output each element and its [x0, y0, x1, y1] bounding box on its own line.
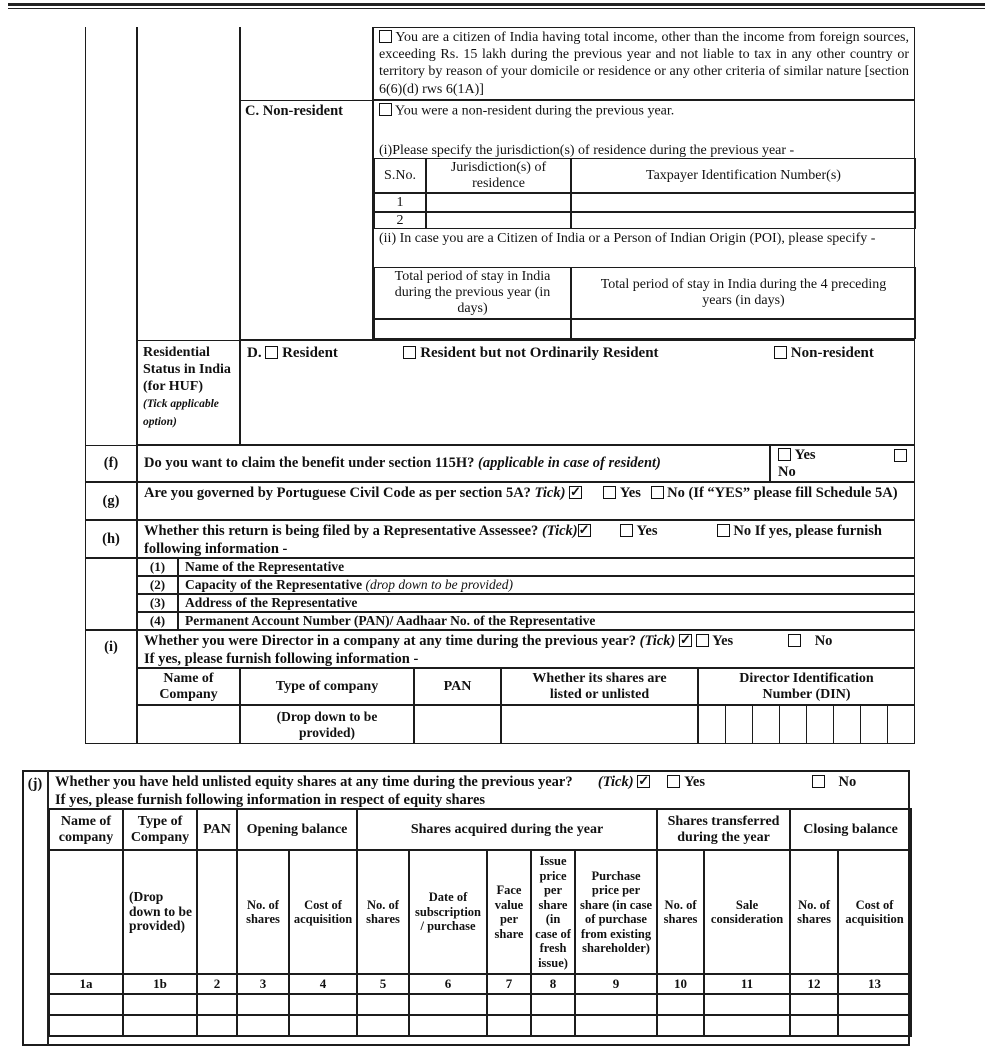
jurisdiction-row2-residence-field[interactable]	[426, 212, 571, 229]
director-header-listed: Whether its shares are listed or unlisted	[501, 668, 698, 705]
shares-subheader: Date of subscription / purchase	[409, 850, 487, 974]
shares-colnum: 10	[657, 974, 704, 994]
shares-subheader: No. of shares	[790, 850, 838, 974]
director-listed-field[interactable]	[501, 705, 698, 744]
huf-status-label: Residential Status in India (for HUF)	[143, 345, 231, 394]
shares-entry-field[interactable]	[487, 1015, 531, 1036]
shares-entry-field[interactable]	[531, 1015, 575, 1036]
huf-rnor-checkbox[interactable]	[403, 346, 416, 359]
row-f-note: (applicable in case of resident)	[478, 455, 661, 471]
huf-option-prefix: D.	[247, 345, 262, 361]
stay-header-preceding-years: Total period of stay in India during the 4 preceding years (in days)	[571, 267, 916, 319]
shares-entry-field[interactable]	[575, 1015, 657, 1036]
row-f-no-checkbox[interactable]	[894, 449, 907, 462]
row-i-yes-checkbox[interactable]	[696, 634, 709, 647]
shares-subheader: No. of shares	[237, 850, 289, 974]
shares-subheader: Purchase price per share (in case of purchase from existing shareholder)	[575, 850, 657, 974]
shares-colnum: 5	[357, 974, 409, 994]
non-resident-clause-text: You were a non-resident during the previous year.	[394, 103, 675, 119]
shares-colnum: 1a	[49, 974, 123, 994]
shares-header-pan: PAN	[197, 809, 237, 850]
row-i-tick-label: (Tick)	[639, 633, 676, 649]
huf-nonresident-label: Non-resident	[790, 345, 874, 361]
rep-row1-num: (1)	[137, 558, 178, 576]
shares-entry-field[interactable]	[790, 1015, 838, 1036]
shares-entry-field[interactable]	[197, 994, 237, 1015]
rep-row4-label-cell: Permanent Account Number (PAN)/ Aadhaar No. of the Representative	[178, 612, 915, 630]
shares-header-name: Name of company	[49, 809, 123, 850]
rep-row4-num: (4)	[137, 612, 178, 630]
jurisdiction-row2-tin-field[interactable]	[571, 212, 916, 229]
category-column-continuation	[240, 27, 373, 100]
shares-entry-field[interactable]	[838, 994, 911, 1015]
shares-colnum: 11	[704, 974, 790, 994]
row-j-tick-label: (Tick)	[597, 774, 634, 790]
shares-subheader: No. of shares	[357, 850, 409, 974]
row-f-id-cell: (f)	[85, 445, 137, 482]
rep-row2-note: (drop down to be provided)	[365, 577, 513, 592]
shares-colnum: 12	[790, 974, 838, 994]
director-name-field[interactable]	[137, 705, 240, 744]
shares-entry-field[interactable]	[487, 994, 531, 1015]
shares-entry-field[interactable]	[237, 1015, 289, 1036]
jurisdiction-row1-tin-field[interactable]	[571, 193, 916, 212]
shares-entry-field[interactable]	[409, 1015, 487, 1036]
row-g-tick-label: Tick)	[534, 485, 566, 501]
row-f-question: Do you want to claim the benefit under section 115H?	[144, 455, 475, 471]
huf-status-note: (Tick applicable option)	[143, 398, 219, 428]
shares-entry-field[interactable]	[123, 994, 197, 1015]
shares-colnum: 1b	[123, 974, 197, 994]
shares-subheader: Cost of acquisition	[289, 850, 357, 974]
din-digit-field[interactable]	[833, 706, 860, 743]
row-g-yes-label: Yes	[619, 485, 641, 501]
huf-status-label-cell	[137, 340, 240, 445]
shares-colnum: 3	[237, 974, 289, 994]
shares-subheader: Issue price per share (in case of fresh issue)	[531, 850, 575, 974]
rep-row2-label-cell	[178, 576, 915, 594]
huf-status-options-cell	[240, 340, 915, 445]
row-j-no-checkbox[interactable]	[812, 775, 825, 788]
jurisdiction-row1-sno: 1	[374, 193, 426, 212]
shares-entry-field[interactable]	[657, 1015, 704, 1036]
citizen-clause-checkbox[interactable]	[379, 30, 392, 43]
shares-entry-field[interactable]	[289, 1015, 357, 1036]
stay-preceding-years-field[interactable]	[571, 319, 916, 339]
row-i-yes-label: Yes	[712, 633, 734, 649]
shares-entry-field[interactable]	[49, 994, 123, 1015]
row-i-tick-checked-checkbox[interactable]	[679, 634, 692, 647]
shares-entry-field[interactable]	[409, 994, 487, 1015]
shares-entry-field[interactable]	[704, 1015, 790, 1036]
row-h-id-cell: (h)	[85, 520, 137, 558]
shares-entry-field[interactable]	[123, 1015, 197, 1036]
row-h-yes-label: Yes	[636, 523, 658, 539]
shares-colnum: 4	[289, 974, 357, 994]
shares-colnum: 7	[487, 974, 531, 994]
din-digit-field[interactable]	[699, 706, 725, 743]
row-h-suffix: If yes, please furnish following information -	[144, 523, 882, 557]
shares-entry-field[interactable]	[357, 1015, 409, 1036]
rep-row3-num: (3)	[137, 594, 178, 612]
jurisdiction-header-tin: Taxpayer Identification Number(s)	[571, 158, 916, 193]
row-h-yes-checkbox[interactable]	[620, 524, 633, 537]
rep-row1-label-cell: Name of the Representative	[178, 558, 915, 576]
jurisdiction-row1-residence-field[interactable]	[426, 193, 571, 212]
row-h-no-checkbox[interactable]	[717, 524, 730, 537]
row-j-yes-label: Yes	[684, 774, 706, 790]
shares-colnum: 13	[838, 974, 911, 994]
row-i-question-cell	[137, 630, 915, 668]
shares-entry-field[interactable]	[197, 1015, 237, 1036]
shares-entry-field[interactable]	[289, 994, 357, 1015]
row-j-question-cell	[55, 773, 905, 809]
status-label-column-continuation	[137, 27, 240, 340]
shares-colnum: 9	[575, 974, 657, 994]
row-i-question: Whether you were Director in a company at any time during the previous year?	[144, 633, 637, 649]
din-digit-field[interactable]	[725, 706, 752, 743]
director-header-pan: PAN	[414, 668, 501, 705]
row-g-id-cell: (g)	[85, 482, 137, 520]
shares-colnum: 2	[197, 974, 237, 994]
shares-entry-field[interactable]	[838, 1015, 911, 1036]
director-header-type: Type of company	[240, 668, 414, 705]
row-f-yesno-cell	[770, 445, 915, 482]
row-g-question-cell	[137, 482, 915, 520]
row-i-subtext: If yes, please furnish following information -	[144, 651, 419, 667]
non-resident-label: C. Non-resident	[245, 103, 344, 119]
shares-subheader: No. of shares	[657, 850, 704, 974]
row-f-no-label: No	[778, 464, 796, 480]
jurisdiction-row2-sno: 2	[374, 212, 426, 229]
shares-header-opening: Opening balance	[237, 809, 357, 850]
shares-entry-field[interactable]	[49, 1015, 123, 1036]
director-type-dropdown[interactable]: (Drop down to be provided)	[240, 705, 414, 744]
shares-header-transferred: Shares transferred during the year	[657, 809, 790, 850]
non-resident-clause	[379, 103, 909, 120]
row-j-yes-checkbox[interactable]	[667, 775, 680, 788]
jurisdiction-header-residence: Jurisdiction(s) of residence	[426, 158, 571, 193]
shares-subheader: Sale consideration	[704, 850, 790, 974]
poi-intro: (ii) In case you are a Citizen of India or a Person of Indian Origin (POI), please specify -	[379, 231, 876, 246]
top-rule-thick	[8, 3, 985, 6]
row-i-id-cell: (i)	[85, 630, 137, 744]
shares-entry-field[interactable]	[357, 994, 409, 1015]
shares-subheader	[49, 850, 123, 974]
shares-subheader	[197, 850, 237, 974]
shares-entry-field[interactable]	[790, 994, 838, 1015]
label-column-continuation	[85, 27, 137, 445]
stay-header-previous-year: Total period of stay in India during the previous year (in days)	[374, 267, 571, 319]
row-g-yes-checkbox[interactable]	[603, 486, 616, 499]
rep-row2-label: Capacity of the Representative	[185, 577, 363, 592]
row-g-tick-checked-checkbox[interactable]	[569, 486, 582, 499]
row-h-tick-checked-checkbox[interactable]	[578, 524, 591, 537]
rep-row2-num: (2)	[137, 576, 178, 594]
shares-colnum: 6	[409, 974, 487, 994]
non-resident-checkbox[interactable]	[379, 103, 392, 116]
director-header-name: Name of Company	[137, 668, 240, 705]
shares-subheader: Face value per share	[487, 850, 531, 974]
row-h-no-label: No	[733, 523, 752, 539]
row-j-no-label: No	[838, 774, 857, 790]
shares-entry-field[interactable]	[575, 994, 657, 1015]
shares-header-type: Type of Company	[123, 809, 197, 850]
row-h-tick-label: (Tick)	[541, 523, 578, 539]
row-h-question-cell	[137, 520, 915, 558]
shares-entry-field[interactable]	[657, 994, 704, 1015]
non-resident-label-cell	[240, 100, 373, 340]
shares-entry-field[interactable]	[531, 994, 575, 1015]
row-j-tick-checked-checkbox[interactable]	[637, 775, 650, 788]
jurisdiction-intro: (i)Please specify the jurisdiction(s) of residence during the previous year -	[379, 143, 795, 158]
row-g-suffix: (If “YES” please fill Schedule 5A)	[688, 485, 898, 501]
row-g-no-checkbox[interactable]	[651, 486, 664, 499]
huf-resident-checkbox[interactable]	[265, 346, 278, 359]
row-g-no-label: No	[667, 485, 685, 501]
row-i-no-checkbox[interactable]	[788, 634, 801, 647]
jurisdiction-header-sno: S.No.	[374, 158, 426, 193]
director-din-fields	[698, 705, 915, 744]
din-digit-field[interactable]	[860, 706, 887, 743]
citizen-clause-cell	[373, 27, 915, 100]
row-f-yes-label: Yes	[794, 447, 816, 463]
huf-rnor-label: Resident but not Ordinarily Resident	[420, 345, 659, 361]
din-digit-field[interactable]	[887, 706, 914, 743]
director-pan-field[interactable]	[414, 705, 501, 744]
din-digit-field[interactable]	[806, 706, 833, 743]
shares-entry-field[interactable]	[237, 994, 289, 1015]
shares-subheader: Cost of acquisition	[838, 850, 911, 974]
director-header-din: Director Identification Number (DIN)	[698, 668, 915, 705]
din-digit-field[interactable]	[752, 706, 779, 743]
shares-header-closing: Closing balance	[790, 809, 911, 850]
shares-subheader-type-dropdown: (Drop down to be provided)	[123, 850, 197, 974]
row-j-id: (j)	[27, 776, 43, 792]
row-f-yes-checkbox[interactable]	[778, 448, 791, 461]
rep-row3-label-cell: Address of the Representative	[178, 594, 915, 612]
top-rule-thin	[8, 8, 985, 9]
huf-nonresident-checkbox[interactable]	[774, 346, 787, 359]
row-h-question: Whether this return is being filed by a Representative Assessee?	[144, 523, 539, 539]
shares-entry-field[interactable]	[704, 994, 790, 1015]
row-f-question-cell	[137, 445, 770, 482]
din-digit-field[interactable]	[779, 706, 806, 743]
shares-header-acquired: Shares acquired during the year	[357, 809, 657, 850]
citizen-clause-text: You are a citizen of India having total income, other than the income from foreign sources, exceeding Rs. 15 lakh during the previous year and not liable to tax in any other country or territory by reason of your domicile or residence or any other criteria of similar nature [section 6(6)(d) rws 6(1A)]	[379, 30, 909, 97]
row-g-question: Are you governed by Portuguese Civil Code as per section 5A?	[144, 485, 531, 501]
huf-resident-label: Resident	[282, 345, 338, 361]
row-i-no-label: No	[814, 633, 833, 649]
unlisted-shares-table	[48, 808, 912, 1037]
non-resident-content-cell	[373, 100, 915, 340]
shares-colnum: 8	[531, 974, 575, 994]
row-j-subtext: If yes, please furnish following information in respect of equity shares	[55, 792, 486, 808]
representative-left-spacer-cell	[85, 558, 137, 630]
row-j-question: Whether you have held unlisted equity shares at any time during the previous year?	[55, 774, 573, 790]
stay-previous-year-field[interactable]	[374, 319, 571, 339]
